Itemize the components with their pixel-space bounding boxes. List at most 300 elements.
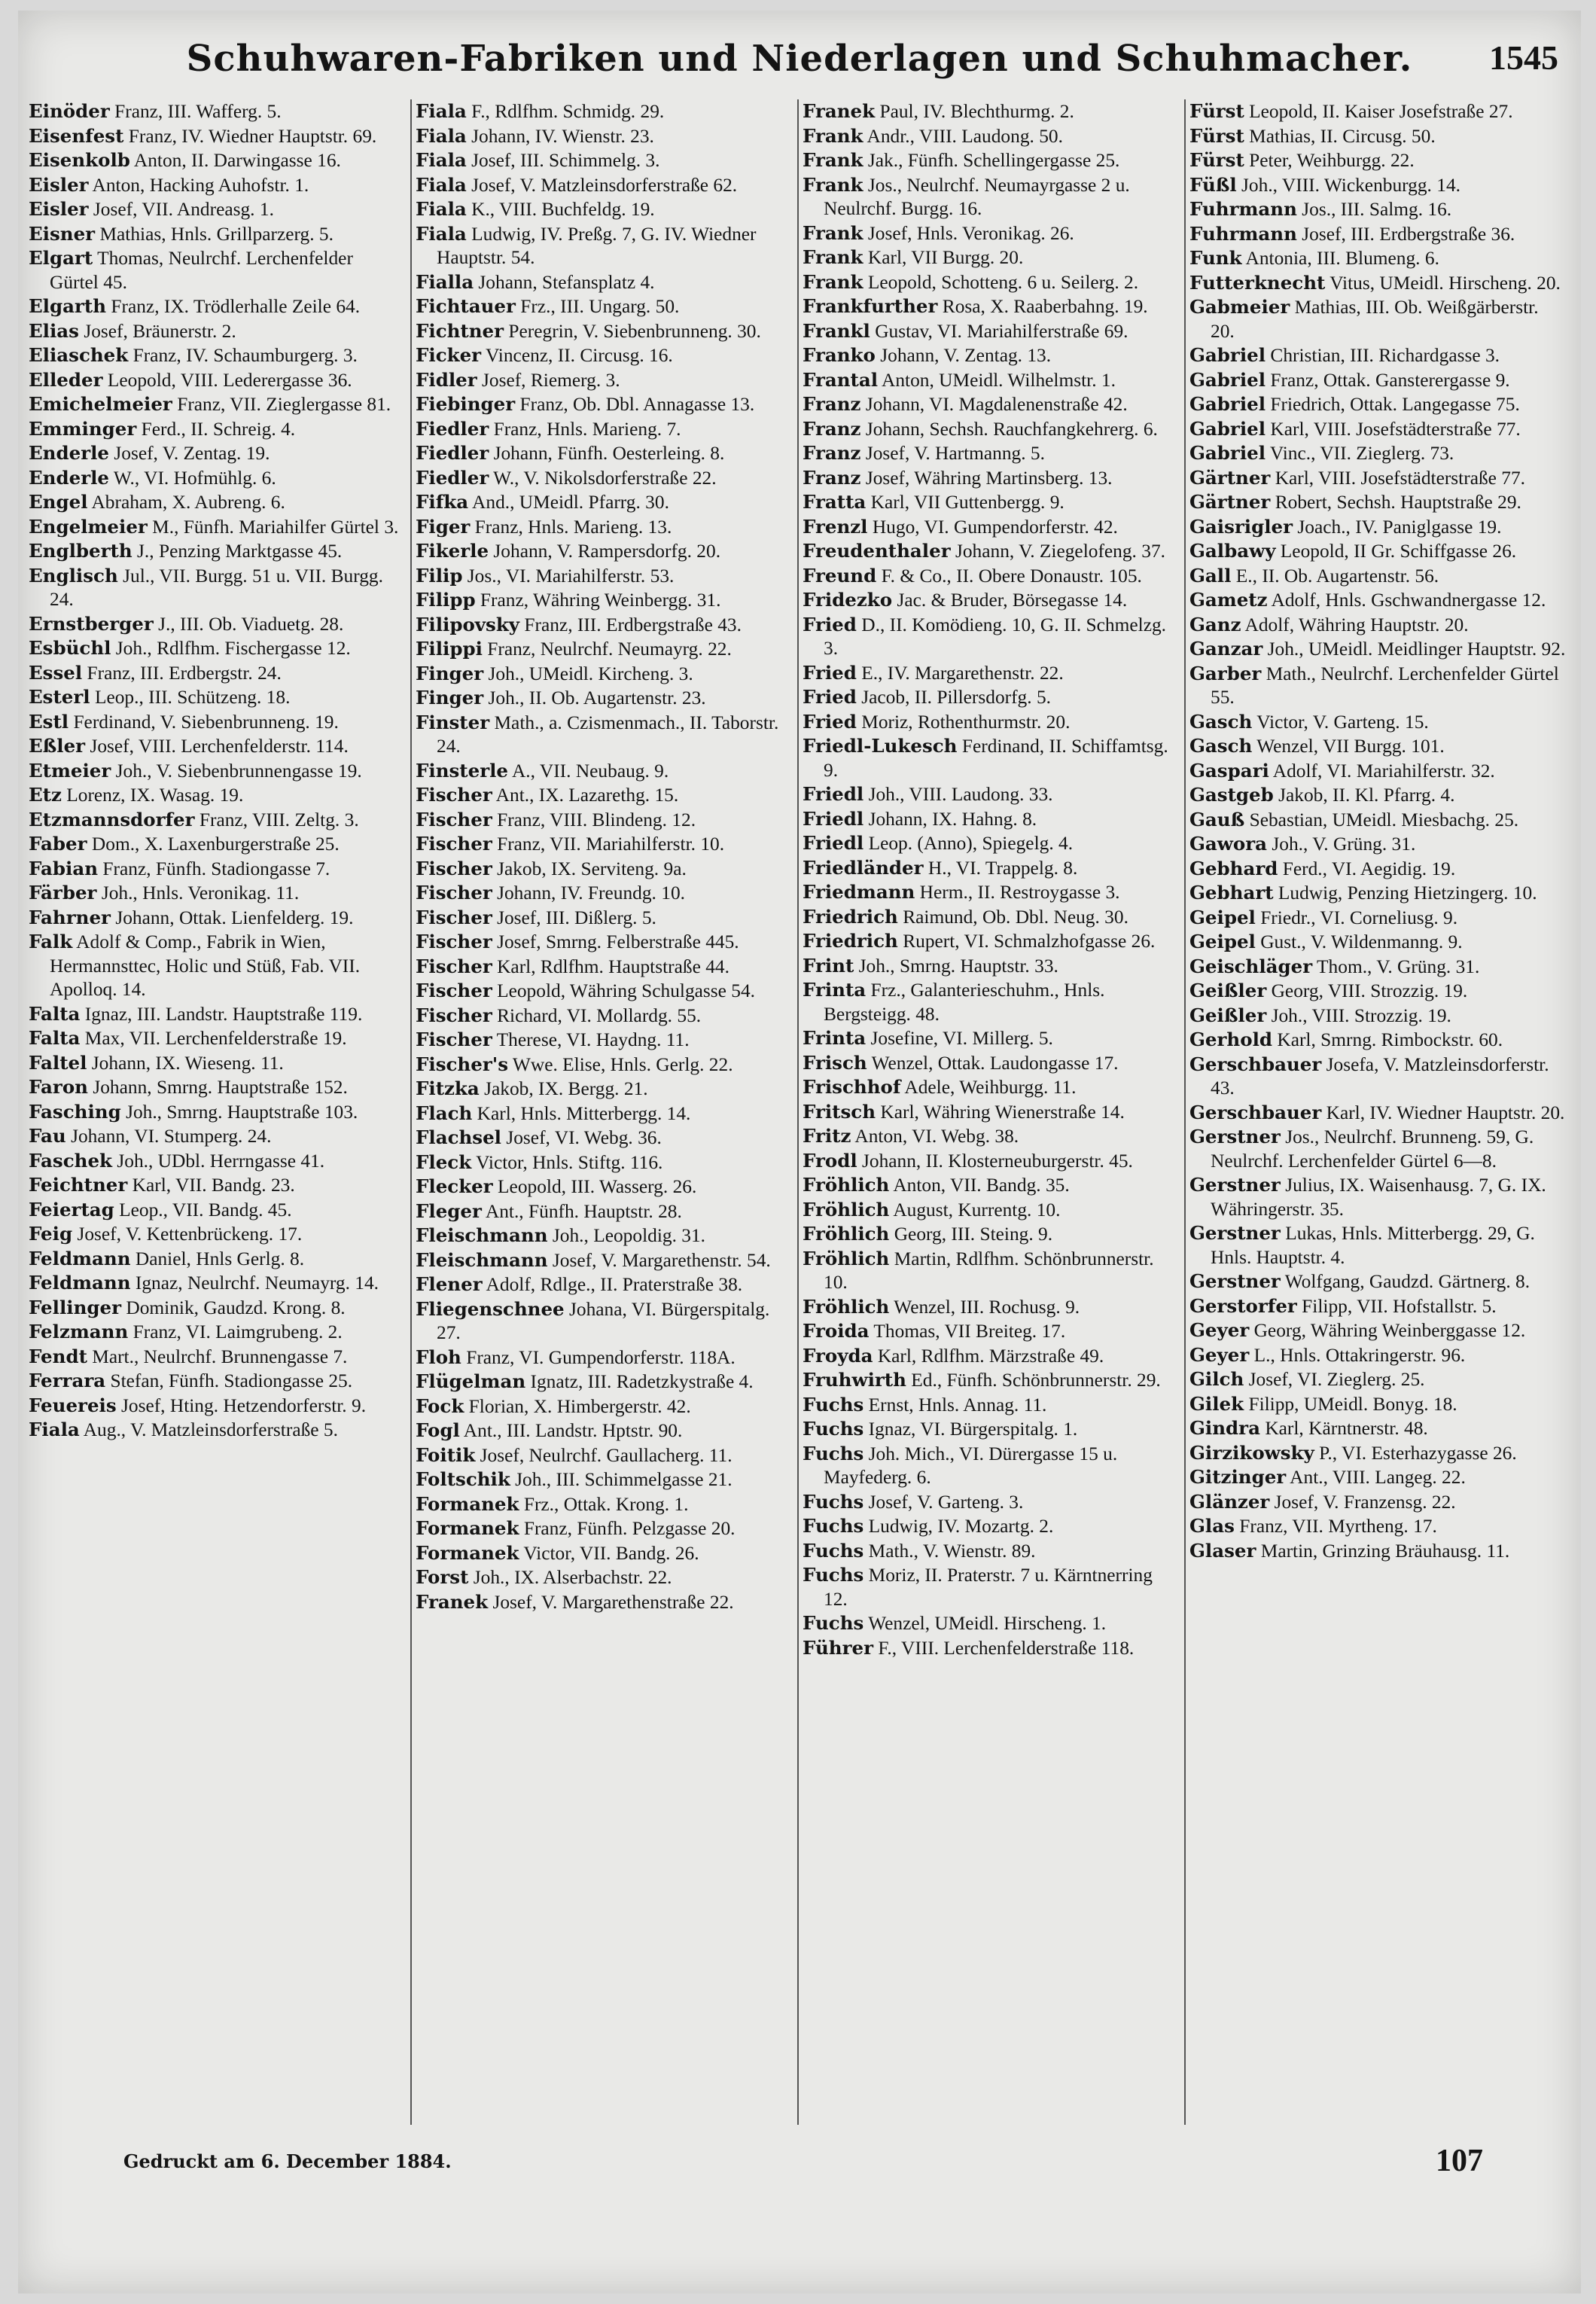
directory-entry [416, 1248, 792, 1273]
directory-entry [803, 99, 1179, 124]
entry-surname: Fogl [416, 1419, 460, 1441]
entry-details: Ant., VIII. Langeg. 22. [1286, 1467, 1466, 1488]
directory-entry [1189, 1101, 1566, 1126]
entry-surname: Friedrich [803, 905, 898, 928]
entry-details: Mathias, III. Ob. Weißgärberstr. 20. [1211, 297, 1539, 342]
entry-details: Joh., UMeidl. Meidlinger Hauptstr. 92. [1262, 638, 1566, 660]
entry-details: Johann, Sechsh. Rauchfangkehrerg. 6. [860, 418, 1158, 440]
entry-details: Thom., V. Grüng. 31. [1312, 955, 1480, 977]
directory-entry [803, 1173, 1179, 1198]
entry-surname: Gilch [1189, 1368, 1244, 1390]
entry-surname: Franek [803, 100, 876, 122]
entry-surname: Gasch [1189, 710, 1253, 733]
entry-details: Friedr., VI. Corneliusg. 9. [1255, 907, 1458, 928]
entry-details: Franz, IX. Trödlerhalle Zeile 64. [106, 296, 361, 317]
directory-entry [416, 1370, 792, 1394]
entry-surname: Gebhard [1189, 857, 1278, 879]
entry-details: Peregrin, V. Siebenbrunneng. 30. [504, 320, 761, 342]
directory-entry [1189, 295, 1566, 343]
entry-surname: Eisner [29, 222, 96, 245]
entry-surname: Frantal [803, 368, 879, 391]
directory-entry [29, 1222, 405, 1247]
entry-details: Josef, VI. Webg. 36. [501, 1127, 662, 1148]
entry-surname: Fiala [416, 222, 467, 245]
entry-surname: Essel [29, 661, 83, 684]
entry-surname: Frischhof [803, 1076, 901, 1098]
directory-entry [29, 1075, 405, 1100]
entry-surname: Flachsel [416, 1126, 501, 1148]
directory-entry [1189, 417, 1566, 442]
entry-details: Joh., V. Grüng. 31. [1267, 834, 1416, 855]
entry-details: Ignaz, Neulrchf. Neumayrg. 14. [130, 1272, 379, 1294]
entry-surname: Geißler [1189, 1004, 1267, 1026]
entry-surname: Felzmann [29, 1321, 129, 1342]
entry-details: Jos., III. Salmg. 16. [1296, 199, 1452, 220]
entry-details: Karl, VII Burgg. 20. [863, 247, 1024, 268]
directory-entry [1189, 734, 1566, 759]
directory-entry [416, 1419, 792, 1443]
entry-surname: Glas [1189, 1515, 1235, 1537]
entry-surname: Emminger [29, 417, 137, 440]
entry-surname: Franz [803, 393, 861, 415]
directory-entry [1189, 1028, 1566, 1053]
entry-details: Johann, IX. Hahng. 8. [863, 808, 1037, 830]
directory-entry [803, 1442, 1179, 1490]
directory-entry [29, 294, 405, 319]
entry-details: Ferd., VI. Aegidig. 19. [1278, 858, 1456, 879]
directory-entry [29, 612, 405, 637]
entry-details: Johann, VI. Magdalenenstraße 42. [860, 394, 1128, 415]
entry-details: Wenzel, VII Burgg. 101. [1252, 736, 1445, 757]
entry-surname: Fabian [29, 857, 99, 879]
entry-surname: Flecker [416, 1175, 493, 1197]
directory-entry [803, 124, 1179, 149]
entry-surname: Fau [29, 1125, 66, 1147]
entry-surname: Fürst [1189, 149, 1244, 171]
entry-surname: Figer [416, 515, 471, 538]
entry-surname: Feig [29, 1223, 73, 1245]
directory-entry [803, 148, 1179, 173]
entry-surname: Fuchs [803, 1539, 864, 1562]
entry-details: Paul, IV. Blechthurmg. 2. [875, 101, 1074, 122]
entry-surname: Garber [1189, 662, 1262, 684]
directory-entry [416, 466, 792, 491]
entry-surname: Fischer [416, 808, 492, 830]
directory-entry [803, 490, 1179, 515]
directory-entry [416, 857, 792, 882]
entry-details: Josef, Smrng. Felberstraße 445. [492, 931, 739, 952]
directory-entry [1189, 343, 1566, 368]
entry-surname: Foitik [416, 1443, 476, 1466]
entry-details: Victor, VII. Bandg. 26. [519, 1542, 699, 1564]
entry-details: Hugo, VI. Gumpendorferstr. 42. [867, 516, 1118, 538]
entry-details: Johann, V. Ziegelofeng. 37. [950, 541, 1165, 562]
directory-entry [803, 392, 1179, 417]
entry-surname: Fleischmann [416, 1248, 548, 1271]
entry-details: Antonia, III. Blumeng. 6. [1241, 248, 1439, 269]
entry-details: Josef, III. Erdbergstraße 36. [1296, 223, 1515, 245]
directory-entry [29, 1345, 405, 1370]
entry-details: Joach., IV. Paniglgasse 19. [1293, 516, 1502, 538]
entry-details: H., VI. Trappelg. 8. [923, 857, 1078, 879]
directory-entry [416, 955, 792, 980]
directory-entry [416, 294, 792, 319]
entry-details: Herm., II. Restroygasse 3. [915, 882, 1120, 903]
directory-entry [803, 417, 1179, 442]
entry-surname: Feldmann [29, 1272, 131, 1294]
directory-entry [29, 1247, 405, 1272]
entry-surname: Formanek [416, 1517, 519, 1539]
entry-surname: Gindra [1189, 1417, 1260, 1439]
entry-details: Gust., V. Wildenmanng. 9. [1255, 931, 1463, 952]
entry-details: Math., Neulrchf. Lerchenfelder Gürtel 55. [1211, 663, 1559, 708]
directory-entry [1189, 1539, 1566, 1564]
entry-details: Josef, V. Hartmanng. 5. [860, 443, 1045, 464]
entry-details: Karl, IV. Wiedner Hauptstr. 20. [1321, 1102, 1565, 1123]
entry-details: Josef, Bräunerstr. 2. [78, 320, 236, 342]
entry-surname: Freudenthaler [803, 540, 951, 562]
entry-surname: Frank [803, 173, 863, 196]
entry-surname: Fuchs [803, 1515, 864, 1537]
directory-entry [803, 564, 1179, 589]
entry-surname: Flener [416, 1273, 483, 1295]
page-header [18, 38, 1581, 98]
directory-entry [416, 222, 792, 270]
entry-surname: Floh [416, 1346, 461, 1368]
directory-entry [1189, 148, 1566, 173]
directory-entry [803, 1563, 1179, 1611]
entry-details: Anton, VII. Bandg. 35. [889, 1175, 1070, 1196]
entry-surname: Ferrara [29, 1370, 106, 1391]
entry-details: Johana, VI. Bürgerspitalg. 27. [437, 1298, 770, 1343]
entry-details: Franz, Fünfh. Pelzgasse 20. [519, 1518, 736, 1539]
entry-surname: Enderle [29, 466, 110, 489]
entry-surname: Fürst [1189, 100, 1244, 122]
directory-entry [29, 759, 405, 784]
entry-details: Josef, V. Matzleinsdorferstraße 62. [466, 174, 738, 196]
entry-surname: Etzmannsdorfer [29, 808, 195, 830]
entry-surname: Emichelmeier [29, 393, 172, 415]
directory-entry [1189, 1125, 1566, 1173]
directory-entry [1189, 99, 1566, 124]
directory-entry [416, 1004, 792, 1029]
entry-surname: Fuchs [803, 1442, 864, 1464]
directory-entry [803, 1295, 1179, 1320]
entry-details: Leopold, III. Wasserg. 26. [492, 1176, 697, 1197]
entry-details: Leop., III. Schützeng. 18. [90, 687, 291, 708]
entry-details: Josef, Hting. Hetzendorferstr. 9. [116, 1394, 367, 1416]
entry-surname: Faron [29, 1076, 88, 1098]
entry-surname: Fried [803, 661, 857, 684]
entry-surname: Froida [803, 1320, 870, 1342]
entry-details: Moriz, II. Praterstr. 7 u. Kärntnerring 12. [824, 1565, 1153, 1610]
directory-entry [416, 1541, 792, 1566]
entry-surname: Fiala [416, 124, 467, 147]
entry-surname: Gastgeb [1189, 784, 1274, 806]
entry-details: Wenzel, Ottak. Laudongasse 17. [867, 1052, 1119, 1074]
directory-entry [1189, 1173, 1566, 1221]
entry-details: Ferd., II. Schreig. 4. [136, 418, 296, 440]
entry-surname: Ganz [1189, 613, 1241, 635]
directory-entry [1189, 466, 1566, 491]
entry-details: Johann, Fünfh. Oesterleing. 8. [489, 443, 725, 464]
directory-entry [803, 1319, 1179, 1344]
entry-surname: Eßler [29, 735, 86, 757]
directory-entry [1189, 588, 1566, 613]
directory-entry [803, 245, 1179, 270]
entry-details: Joh., III. Schimmelgasse 21. [510, 1469, 733, 1490]
entry-details: Johann, Ottak. Lienfelderg. 19. [110, 907, 354, 928]
entry-surname: Frank [803, 270, 863, 293]
directory-entry [29, 734, 405, 759]
entry-details: Georg, Währing Weinberggasse 12. [1249, 1320, 1526, 1341]
column-divider [797, 99, 799, 2125]
entry-details: Ant., IX. Lazarethg. 15. [492, 785, 679, 806]
directory-entry [29, 515, 405, 540]
entry-surname: Frank [803, 246, 863, 268]
entry-surname: Fischer [416, 931, 492, 952]
directory-entry [1189, 857, 1566, 882]
entry-details: Lukas, Hnls. Mitterbergg. 29, G. Hnls. Hauptstr. 4. [1211, 1223, 1535, 1268]
entry-surname: Gametz [1189, 589, 1268, 611]
entry-surname: Falta [29, 1002, 81, 1025]
directory-entry [29, 222, 405, 247]
directory-entry [416, 539, 792, 564]
entry-surname: Franz [803, 417, 861, 440]
directory-entry [803, 710, 1179, 735]
entry-surname: Gaisrigler [1189, 515, 1293, 538]
entry-details: F., VIII. Lerchenfelderstraße 118. [873, 1637, 1135, 1659]
entry-details: Lorenz, IX. Wasag. 19. [61, 785, 244, 806]
entry-surname: Froyda [803, 1344, 873, 1367]
entry-surname: Fröhlich [803, 1174, 890, 1196]
entry-surname: Fischer [416, 857, 492, 879]
entry-details: Josef, Währing Martinsberg. 13. [860, 467, 1113, 489]
directory-entry [416, 808, 792, 833]
entry-details: Franz, VI. Gumpendorferstr. 118A. [461, 1346, 736, 1368]
entry-surname: Englberth [29, 540, 132, 562]
entry-surname: Frodl [803, 1149, 857, 1172]
directory-entry [416, 343, 792, 368]
entry-details: Karl, Rdlfhm. Märzstraße 49. [873, 1345, 1104, 1367]
entry-details: Josef, V. Margarethenstraße 22. [488, 1591, 734, 1613]
entry-details: Ignaz, III. Landstr. Hauptstraße 119. [80, 1003, 363, 1025]
entry-surname: Gerhold [1189, 1029, 1273, 1050]
entry-surname: Fischer [416, 955, 492, 977]
entry-details: Stefan, Fünfh. Stadiongasse 25. [105, 1370, 353, 1391]
directory-entry [416, 832, 792, 857]
entry-surname: Geipel [1189, 906, 1256, 928]
directory-entry [416, 1053, 792, 1077]
entry-details: Ant., Fünfh. Hauptstr. 28. [481, 1200, 682, 1222]
directory-entry [803, 1490, 1179, 1515]
directory-entry [803, 466, 1179, 491]
entry-details: Martin, Rdlfhm. Schönbrunnerstr. 10. [824, 1248, 1154, 1293]
entry-surname: Fiedler [416, 417, 489, 440]
entry-surname: Filipovsky [416, 613, 520, 635]
directory-entry [416, 1175, 792, 1199]
entry-details: Dom., X. Laxenburgerstraße 25. [87, 834, 340, 855]
directory-entry [1189, 759, 1566, 784]
entry-details: Wwe. Elise, Hnls. Gerlg. 22. [508, 1053, 733, 1075]
directory-entry [803, 929, 1179, 954]
directory-entry [416, 441, 792, 466]
entry-details: Joh., Leopoldig. 31. [547, 1225, 706, 1246]
entry-details: Joh., VIII. Strozzig. 19. [1266, 1004, 1451, 1026]
directory-entry [29, 881, 405, 906]
entry-surname: Fuhrmann [1189, 222, 1297, 245]
directory-entry [29, 808, 405, 833]
directory-entry [803, 1344, 1179, 1369]
entry-details: Johann, VI. Stumperg. 24. [65, 1126, 272, 1147]
entry-surname: Fischer [416, 1029, 492, 1050]
directory-entry [803, 1539, 1179, 1564]
entry-surname: Flach [416, 1102, 473, 1124]
entry-details: Leopold, II. Kaiser Josefstraße 27. [1244, 101, 1513, 122]
entry-surname: Fuchs [803, 1612, 864, 1634]
directory-entry [803, 1514, 1179, 1539]
entry-surname: Fuhrmann [1189, 198, 1297, 220]
entry-details: Josef, III. Schimmelg. 3. [466, 150, 660, 171]
entry-details: Filipp, VII. Hofstallstr. 5. [1296, 1295, 1497, 1317]
entry-surname: Geischläger [1189, 955, 1313, 977]
directory-entry [1189, 1465, 1566, 1490]
entry-surname: Friedl [803, 783, 864, 805]
entry-details: Julius, IX. Waisenhausg. 7, G. IX. Währingerstr. 35. [1211, 1175, 1546, 1220]
directory-entry [803, 319, 1179, 344]
entry-details: Rupert, VI. Schmalzhofgasse 26. [897, 931, 1156, 952]
entry-surname: Etmeier [29, 759, 111, 782]
entry-details: Franz, Hnls. Marieng. 7. [489, 418, 681, 440]
entry-details: Josef, VI. Zieglerg. 25. [1244, 1369, 1425, 1390]
page-number: 1545 [1489, 38, 1558, 77]
entry-surname: Franz [803, 442, 861, 464]
entry-surname: Fahrner [29, 906, 111, 928]
entry-surname: Gitzinger [1189, 1466, 1287, 1488]
entry-surname: Gauß [1189, 808, 1245, 830]
entry-details: Ludwig, Penzing Hietzingerg. 10. [1273, 882, 1537, 904]
entry-details: Leop., VII. Bandg. 45. [114, 1199, 292, 1221]
entry-details: Johann, IV. Wienstr. 23. [466, 125, 654, 147]
entry-details: Joh., V. Siebenbrunnengasse 19. [111, 760, 362, 782]
entry-details: Mart., Neulrchf. Brunnengasse 7. [87, 1346, 348, 1367]
entry-details: Josef, Hnls. Veronikag. 26. [863, 222, 1074, 244]
directory-entry [416, 686, 792, 711]
directory-entry [803, 1611, 1179, 1636]
entry-details: Franz, Hnls. Marieng. 13. [470, 516, 672, 538]
directory-entry [1189, 808, 1566, 833]
directory-entry [1189, 392, 1566, 417]
entry-surname: Fiala [416, 173, 467, 196]
entry-surname: Eisenkolb [29, 149, 130, 171]
entry-details: Richard, VI. Mollardg. 55. [492, 1004, 702, 1026]
directory-entry [1189, 637, 1566, 662]
entry-surname: Gawora [1189, 833, 1268, 855]
directory-entry [416, 124, 792, 149]
directory-entry [803, 1222, 1179, 1247]
entry-surname: Gabriel [1189, 393, 1266, 415]
directory-entry [29, 1394, 405, 1419]
entry-surname: Fiala [29, 1419, 80, 1440]
entry-details: M., Fünfh. Mariahilfer Gürtel 3. [147, 516, 399, 538]
directory-entry [803, 270, 1179, 295]
entry-details: Joh., UMeidl. Kircheng. 3. [483, 663, 693, 684]
directory-entry [1189, 1343, 1566, 1368]
entry-details: Franz, Neulrchf. Neumayrg. 22. [482, 638, 732, 660]
directory-entry [1189, 246, 1566, 271]
entry-surname: Ficker [416, 344, 482, 366]
entry-surname: Eisler [29, 198, 89, 220]
entry-surname: Fürst [1189, 124, 1244, 147]
entry-surname: Elgarth [29, 295, 107, 317]
entry-surname: Formanek [416, 1541, 519, 1564]
directory-entry [803, 1075, 1179, 1100]
entry-details: Jos., VI. Mariahilferstr. 53. [462, 565, 675, 587]
directory-entry [1189, 1269, 1566, 1294]
entry-surname: Fuchs [803, 1418, 864, 1440]
entry-details: Jac. & Bruder, Börsegasse 14. [892, 590, 1128, 611]
page-title: Schuhwaren-Fabriken und Niederlagen und Schuhmacher. [186, 38, 1413, 80]
directory-entry [29, 417, 405, 442]
column-divider [1184, 99, 1186, 2125]
entry-details: Joh., VIII. Wickenburgg. 14. [1236, 174, 1460, 196]
entry-details: Adolf, Rdlge., II. Praterstraße 38. [482, 1274, 743, 1295]
sheet-number: 107 [1436, 2144, 1483, 2178]
directory-entry [416, 1516, 792, 1541]
directory-entry [803, 343, 1179, 368]
entry-details: Florian, X. Himbergerstr. 42. [464, 1395, 691, 1417]
directory-entry [29, 173, 405, 198]
entry-surname: Fröhlich [803, 1295, 890, 1318]
entry-details: Vincenz, II. Circusg. 16. [481, 345, 673, 366]
directory-entry [803, 441, 1179, 466]
entry-surname: Gerstner [1189, 1222, 1281, 1244]
entry-details: And., UMeidl. Pfarrg. 30. [468, 492, 669, 513]
directory-entry [803, 173, 1179, 221]
entry-details: D., II. Komödieng. 10, G. II. Schmelzg. 3. [824, 614, 1167, 659]
entry-details: Johann, IX. Wieseng. 11. [87, 1052, 284, 1074]
directory-entry [29, 832, 405, 857]
entry-details: W., VI. Hofmühlg. 6. [109, 467, 276, 489]
directory-entry [1189, 197, 1566, 222]
directory-entry [803, 880, 1179, 905]
directory-entry [29, 1369, 405, 1394]
directory-entry [1189, 368, 1566, 393]
entry-details: Johann, II. Klosterneuburgerstr. 45. [857, 1150, 1133, 1172]
entry-surname: Fellinger [29, 1296, 122, 1318]
entry-surname: Englisch [29, 564, 118, 587]
entry-details: Adolf, Hnls. Gschwandnergasse 12. [1267, 590, 1546, 611]
directory-entry [1189, 662, 1566, 710]
entry-surname: Engelmeier [29, 515, 148, 538]
directory-entry [803, 294, 1179, 319]
entry-details: Friedrich, Ottak. Langegasse 75. [1266, 394, 1520, 415]
entry-details: Moriz, Rothenthurmstr. 20. [856, 711, 1071, 733]
entry-surname: Fifka [416, 491, 469, 513]
directory-entry [803, 978, 1179, 1026]
directory-entry [416, 881, 792, 906]
entry-details: Victor, Hnls. Stiftg. 116. [471, 1151, 663, 1173]
entry-details: Adolf, VI. Mariahilferstr. 32. [1269, 760, 1495, 782]
entry-surname: Fleck [416, 1150, 472, 1173]
directory-entry [416, 759, 792, 784]
entry-surname: Frank [803, 149, 863, 171]
entry-surname: Fliegenschnee [416, 1297, 565, 1320]
directory-entry [29, 1320, 405, 1345]
entry-details: Vinc., VII. Zieglerg. 73. [1266, 443, 1454, 464]
entry-details: W., V. Nikolsdorferstraße 22. [489, 467, 717, 489]
directory-entry [1189, 955, 1566, 980]
